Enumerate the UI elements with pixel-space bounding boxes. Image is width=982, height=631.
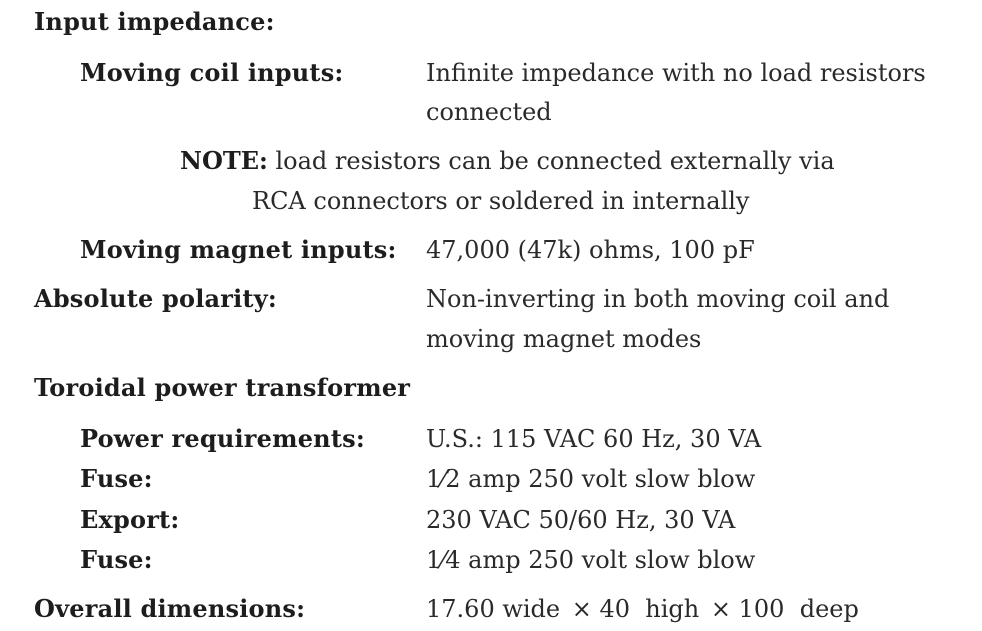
fuse-export-label: Fuse: bbox=[80, 545, 153, 574]
note-line2: RCA connectors or soldered in internally bbox=[252, 187, 750, 215]
export-value: 230 VAC 50/60 Hz, 30 VA bbox=[426, 506, 736, 534]
overall-dimensions-label: Overall dimensions: bbox=[34, 594, 306, 623]
transformer-heading: Toroidal power transformer bbox=[34, 373, 411, 402]
fuse-export-value: 1⁄4 amp 250 volt slow blow bbox=[426, 546, 756, 574]
note-prefix: NOTE: bbox=[180, 146, 268, 175]
moving-magnet-label: Moving magnet inputs: bbox=[80, 235, 397, 264]
moving-coil-label: Moving coil inputs: bbox=[80, 58, 344, 87]
input-impedance-heading: Input impedance: bbox=[34, 7, 275, 36]
export-label: Export: bbox=[80, 505, 180, 534]
dimension-width: 17.60 wide bbox=[426, 595, 561, 623]
note-line1 bbox=[180, 146, 835, 176]
dimension-height: × 40 high bbox=[571, 595, 700, 623]
fuse-us-label: Fuse: bbox=[80, 464, 153, 493]
fuse-us-value: 1⁄2 amp 250 volt slow blow bbox=[426, 465, 756, 493]
note-text-line1: load resistors can be connected externally via bbox=[267, 147, 835, 175]
moving-coil-value-line2: connected bbox=[426, 98, 552, 126]
power-requirements-label: Power requirements: bbox=[80, 424, 365, 453]
absolute-polarity-label: Absolute polarity: bbox=[34, 284, 277, 313]
overall-dimensions-value bbox=[426, 594, 859, 624]
power-requirements-value: U.S.: 115 VAC 60 Hz, 30 VA bbox=[426, 425, 762, 453]
moving-magnet-value: 47,000 (47k) ohms, 100 pF bbox=[426, 236, 755, 264]
moving-coil-value-line1: Infinite impedance with no load resistors bbox=[426, 59, 926, 87]
absolute-polarity-value-line2: moving magnet modes bbox=[426, 325, 702, 353]
dimension-depth: × 100 deep bbox=[710, 595, 859, 623]
absolute-polarity-value-line1: Non-inverting in both moving coil and bbox=[426, 285, 890, 313]
